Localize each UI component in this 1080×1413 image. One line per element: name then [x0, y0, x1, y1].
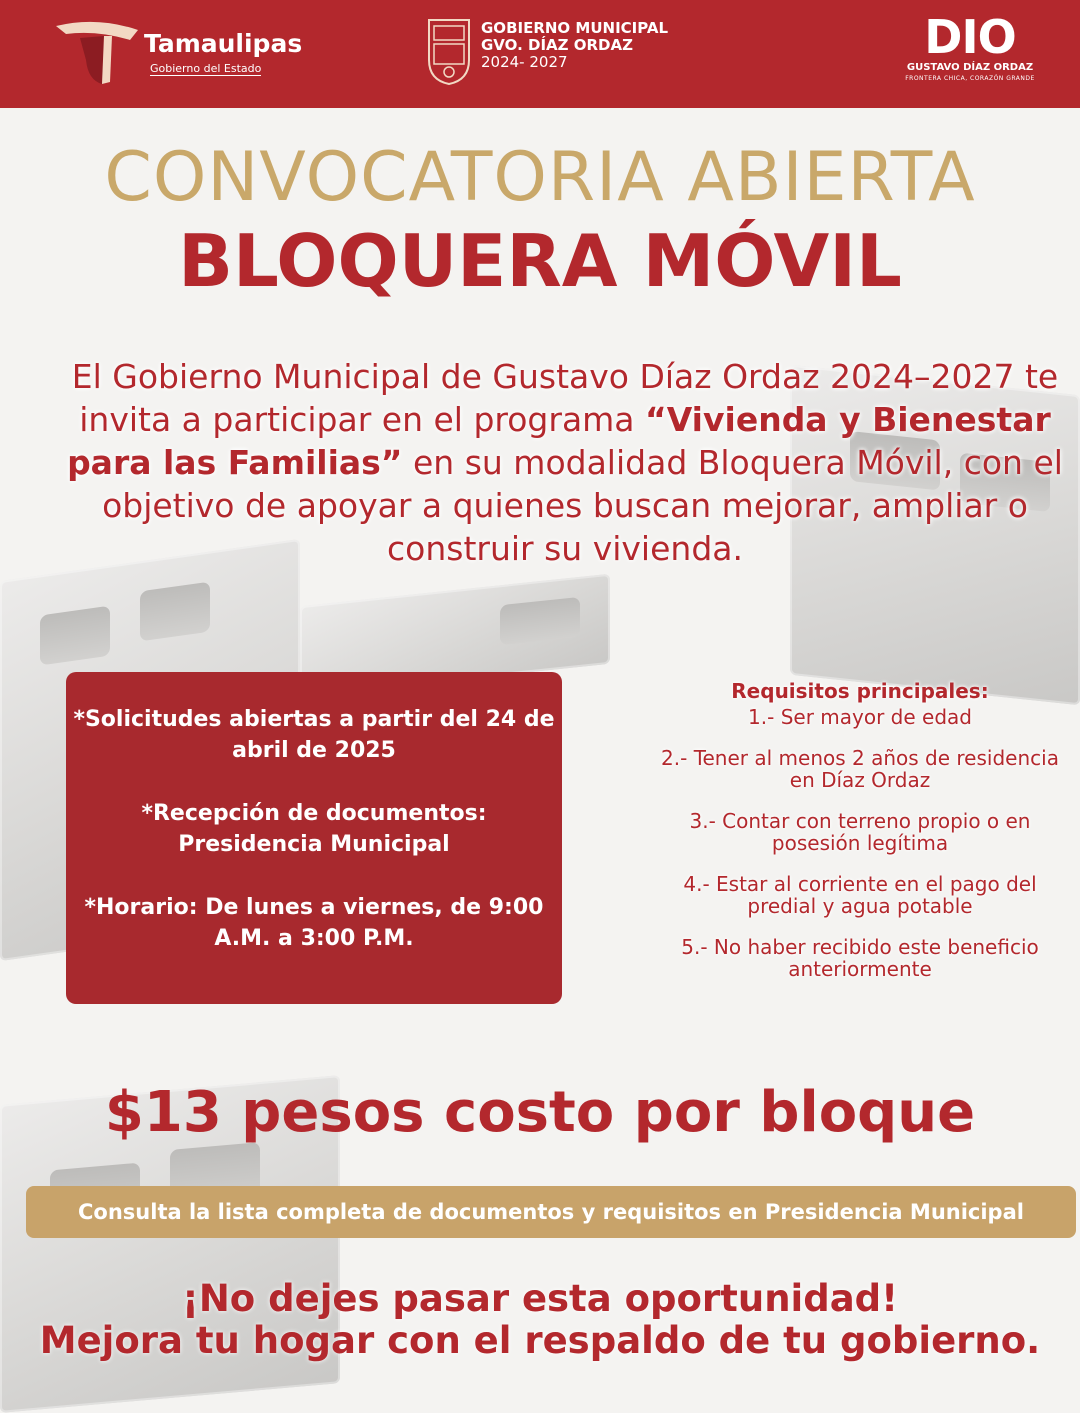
- tamaulipas-name: Tamaulipas: [144, 29, 303, 58]
- municipal-line-2: GVO. DÍAZ ORDAZ: [481, 36, 633, 54]
- consult-banner: Consulta la lista completa de documentos y requisitos en Presidencia Municipal: [26, 1186, 1076, 1238]
- dio-subtitle: GUSTAVO DÍAZ ORDAZ: [906, 62, 1034, 73]
- intro-paragraph: [60, 355, 1070, 570]
- closing-message: [0, 1278, 1080, 1362]
- dio-tagline: FRONTERA CHICA, CORAZÓN GRANDE: [905, 75, 1035, 82]
- header-bar: [0, 0, 1080, 108]
- closing-line-2: Mejora tu hogar con el respaldo de tu gobierno.: [39, 1319, 1041, 1362]
- title-bloquera-movil: BLOQUERA MÓVIL: [178, 219, 902, 303]
- program-name: “Vivienda y Bienestar para las Familias”: [67, 400, 1051, 482]
- requirements-title: Requisitos principales:: [731, 679, 989, 703]
- requirement-item: 3.- Contar con terreno propio o en posesión legítima: [689, 809, 1031, 855]
- info-schedule: *Horario: De lunes a viernes, de 9:00 A.M. a 3:00 P.M.: [84, 895, 544, 951]
- price-per-block: $13 pesos costo por bloque: [104, 1080, 976, 1145]
- municipal-line-1: GOBIERNO MUNICIPAL: [481, 19, 669, 37]
- intro-text-part1: El Gobierno Municipal de Gustavo Díaz Ordaz 2024–2027 te invita a participar en el programa: [71, 357, 1059, 439]
- title-convocatoria: CONVOCATORIA ABIERTA: [104, 138, 976, 217]
- requirements-list: [660, 680, 1060, 999]
- tamaulipas-logo: [52, 20, 312, 86]
- tamaulipas-subtitle: Gobierno del Estado: [150, 62, 262, 75]
- closing-line-1: ¡No dejes pasar esta oportunidad!: [181, 1277, 899, 1320]
- municipal-shield-icon: [425, 14, 473, 86]
- application-info-box: [66, 672, 562, 1004]
- municipal-line-3: 2024- 2027: [481, 53, 568, 71]
- info-document-reception: *Recepción de documentos: Presidencia Municipal: [141, 801, 487, 857]
- requirement-item: 2.- Tener al menos 2 años de residencia en Díaz Ordaz: [661, 746, 1059, 792]
- requirement-item: 5.- No haber recibido este beneficio anteriormente: [681, 935, 1039, 981]
- dio-logo: [895, 12, 1045, 90]
- requirement-item: 1.- Ser mayor de edad: [748, 705, 972, 729]
- tamaulipas-emblem-icon: [52, 20, 142, 86]
- municipal-government-logo: [425, 12, 695, 90]
- info-applications-open: *Solicitudes abiertas a partir del 24 de abril de 2025: [73, 707, 555, 763]
- requirement-item: 4.- Estar al corriente en el pago del predial y agua potable: [683, 872, 1037, 918]
- dio-mark: DIO: [924, 10, 1016, 64]
- intro-text-part2: en su modalidad Bloquera Móvil, con el objetivo de apoyar a quienes buscan mejorar, ampliar o construir su vivienda.: [102, 443, 1063, 568]
